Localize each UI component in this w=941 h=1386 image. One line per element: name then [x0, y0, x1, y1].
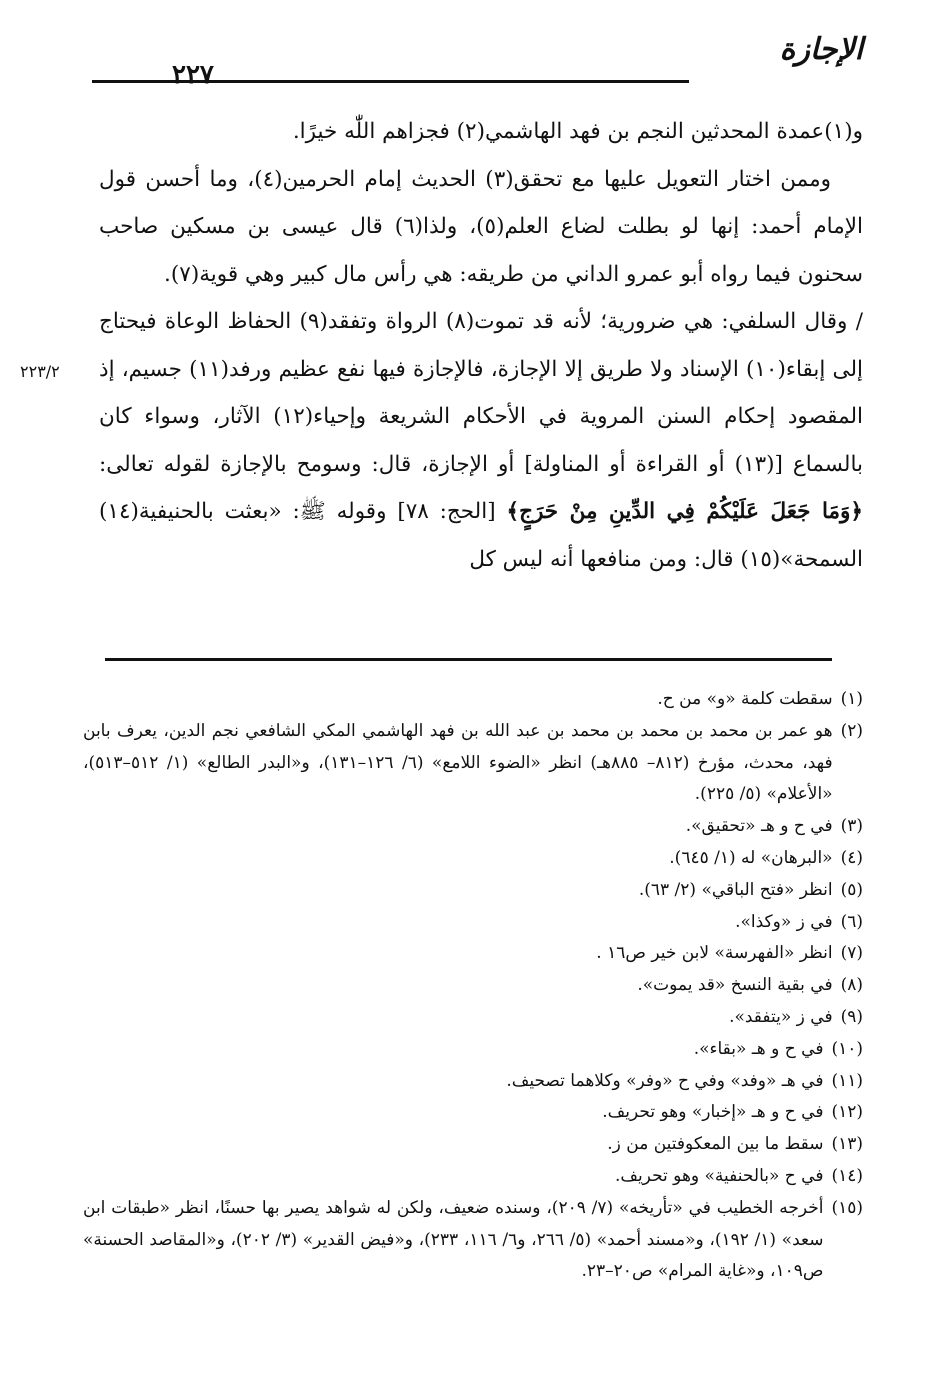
paragraph-2: وممن اختار التعويل عليها مع تحقق(٣) الحديث إمام الحرمين(٤)، وما أحسن قول الإمام أحمد: إنها لو بطلت لضاع العلم(٥)، ولذا(٦) قال عيسى بن مسكين صاحب سحنون فيما رواه أبو عمرو الداني من طريقه: هي رأس مال كبير وهي قوية(٧). — [99, 166, 863, 287]
footnote-11 — [83, 1066, 863, 1098]
footnote-text: في ح و هـ «بقاء». — [693, 1038, 824, 1059]
footnotes — [83, 684, 863, 1288]
footnote-text: في ح و هـ «تحقيق». — [685, 816, 833, 837]
footnote-text: في ح و هـ «إخبار» وهو تحريف. — [602, 1102, 824, 1123]
footnote-6 — [83, 907, 863, 939]
footnote-text: في هـ «وفد» وفي ح «وفر» وكلاهما تصحيف. — [506, 1070, 824, 1091]
footnote-number: (١٣) — [831, 1134, 863, 1155]
footnote-10 — [83, 1034, 863, 1066]
footnote-number: (٢) — [840, 720, 863, 741]
footnote-text: في ح «بالحنفية» وهو تحريف. — [614, 1165, 824, 1186]
main-text — [99, 108, 863, 583]
footnote-text: في ز «يتفقد». — [729, 1006, 833, 1027]
margin-reference: ٢٢٣/٢ — [20, 362, 60, 381]
footnote-number: (٦) — [840, 911, 863, 932]
footnote-number: (١٢) — [831, 1102, 863, 1123]
footnote-4 — [83, 843, 863, 875]
footnote-14 — [83, 1161, 863, 1193]
footnote-text: سقط ما بين المعكوفتين من ز. — [607, 1134, 824, 1155]
paragraph-3-end: [الحج: ٧٨] وقوله ﷺ: «بعثت بالحنيفية(١٤) السمحة»(١٥) قال: ومن منافعها أنه ليس كل — [99, 499, 863, 572]
footnote-number: (٨) — [840, 975, 863, 996]
running-title: الإجازة — [779, 32, 863, 67]
footnote-number: (١٠) — [831, 1038, 863, 1059]
footnote-text: انظر «الفهرسة» لابن خير ص١٦ . — [596, 943, 833, 964]
paragraph-1: و(١)عمدة المحدثين النجم بن فهد الهاشمي(٢) فجزاهم اللّٰه خيرًا. — [292, 119, 863, 144]
footnote-number: (١٤) — [831, 1165, 863, 1186]
footnote-3 — [83, 811, 863, 843]
footnote-text: «البرهان» له (١/ ٦٤٥). — [669, 847, 833, 868]
footnote-8 — [83, 970, 863, 1002]
footnote-5 — [83, 875, 863, 907]
footnote-text: في ز «وكذا». — [735, 911, 833, 932]
paragraph-3 — [99, 298, 863, 583]
footnote-number: (٧) — [840, 943, 863, 964]
footnote-13 — [83, 1129, 863, 1161]
footnote-7 — [83, 938, 863, 970]
footnote-15 — [83, 1193, 863, 1288]
footnote-number: (٥) — [840, 879, 863, 900]
footnote-number: (١) — [840, 689, 863, 709]
footnote-text: سقطت كلمة «و» من ح. — [657, 689, 833, 709]
footnote-number: (٩) — [840, 1006, 863, 1027]
footnote-text: أخرجه الخطيب في «تأريخه» (٧/ ٢٠٩)، وسنده ضعيف، ولكن له شواهد يصير بها حسنًا، انظر «طبقات ابن سعد» (١/ ١٩٢)، و«مسند أحمد» (٥/ ٢٦٦، و٦/ ١١٦، ٢٣٣)، و«فيض القدير» (٣/ ٢٠٢)، و«المقاصد الحسنة» ص١٠٩، و«غاية المرام» ص٢٠–٢٣. — [83, 1197, 824, 1282]
footnote-12 — [83, 1097, 863, 1129]
footnote-divider — [105, 658, 832, 661]
footnote-2 — [83, 716, 863, 811]
footnote-text: في بقية النسخ «قد يموت». — [637, 975, 833, 996]
quran-verse: ﴿وَمَا جَعَلَ عَلَيْكُمْ فِي الدِّينِ مِنْ حَرَجٍ﴾ — [506, 499, 863, 524]
footnote-number: (١١) — [831, 1070, 863, 1091]
footnote-number: (٤) — [840, 847, 863, 868]
paragraph-3-start: / وقال السلفي: هي ضرورية؛ لأنه قد تموت(٨) الرواة وتفقد(٩) الحفاظ الوعاة فيحتاج إلى إبقاء(١٠) الإسناد ولا طريق إلا الإجازة، فالإجازة فيها نفع عظيم ورفد(١١) جسيم، إذ المقصود إحكام السنن المروية في الأحكام الشريعة وإحياء(١٢) الآثار، وسواء كان بالسماع [(١٣) أو القراءة أو المناولة] أو الإجازة، قال: وسومح بالإجازة لقوله تعالى: — [99, 309, 864, 477]
footnote-number: (٣) — [840, 816, 863, 837]
header-rule-left — [92, 80, 164, 83]
footnote-9 — [83, 1002, 863, 1034]
footnote-1 — [83, 684, 863, 716]
footnote-number: (١٥) — [831, 1197, 863, 1218]
page-number: ٢٢٧ — [172, 60, 214, 90]
footnote-text: هو عمر بن محمد بن محمد بن محمد بن عبد الله بن فهد الهاشمي المكي الشافعي نجم الدين، يعرف بابن فهد، محدث، مؤرخ (٨١٢– ٨٨٥هـ) انظر «الضوء اللامع» (٦/ ١٢٦–١٣١)، و«البدر الطالع» (١/ ٥١٢–٥١٣)، «الأعلام» (٥/ ٢٢٥). — [83, 720, 833, 805]
footnote-text: انظر «فتح الباقي» (٢/ ٦٣). — [638, 879, 833, 900]
